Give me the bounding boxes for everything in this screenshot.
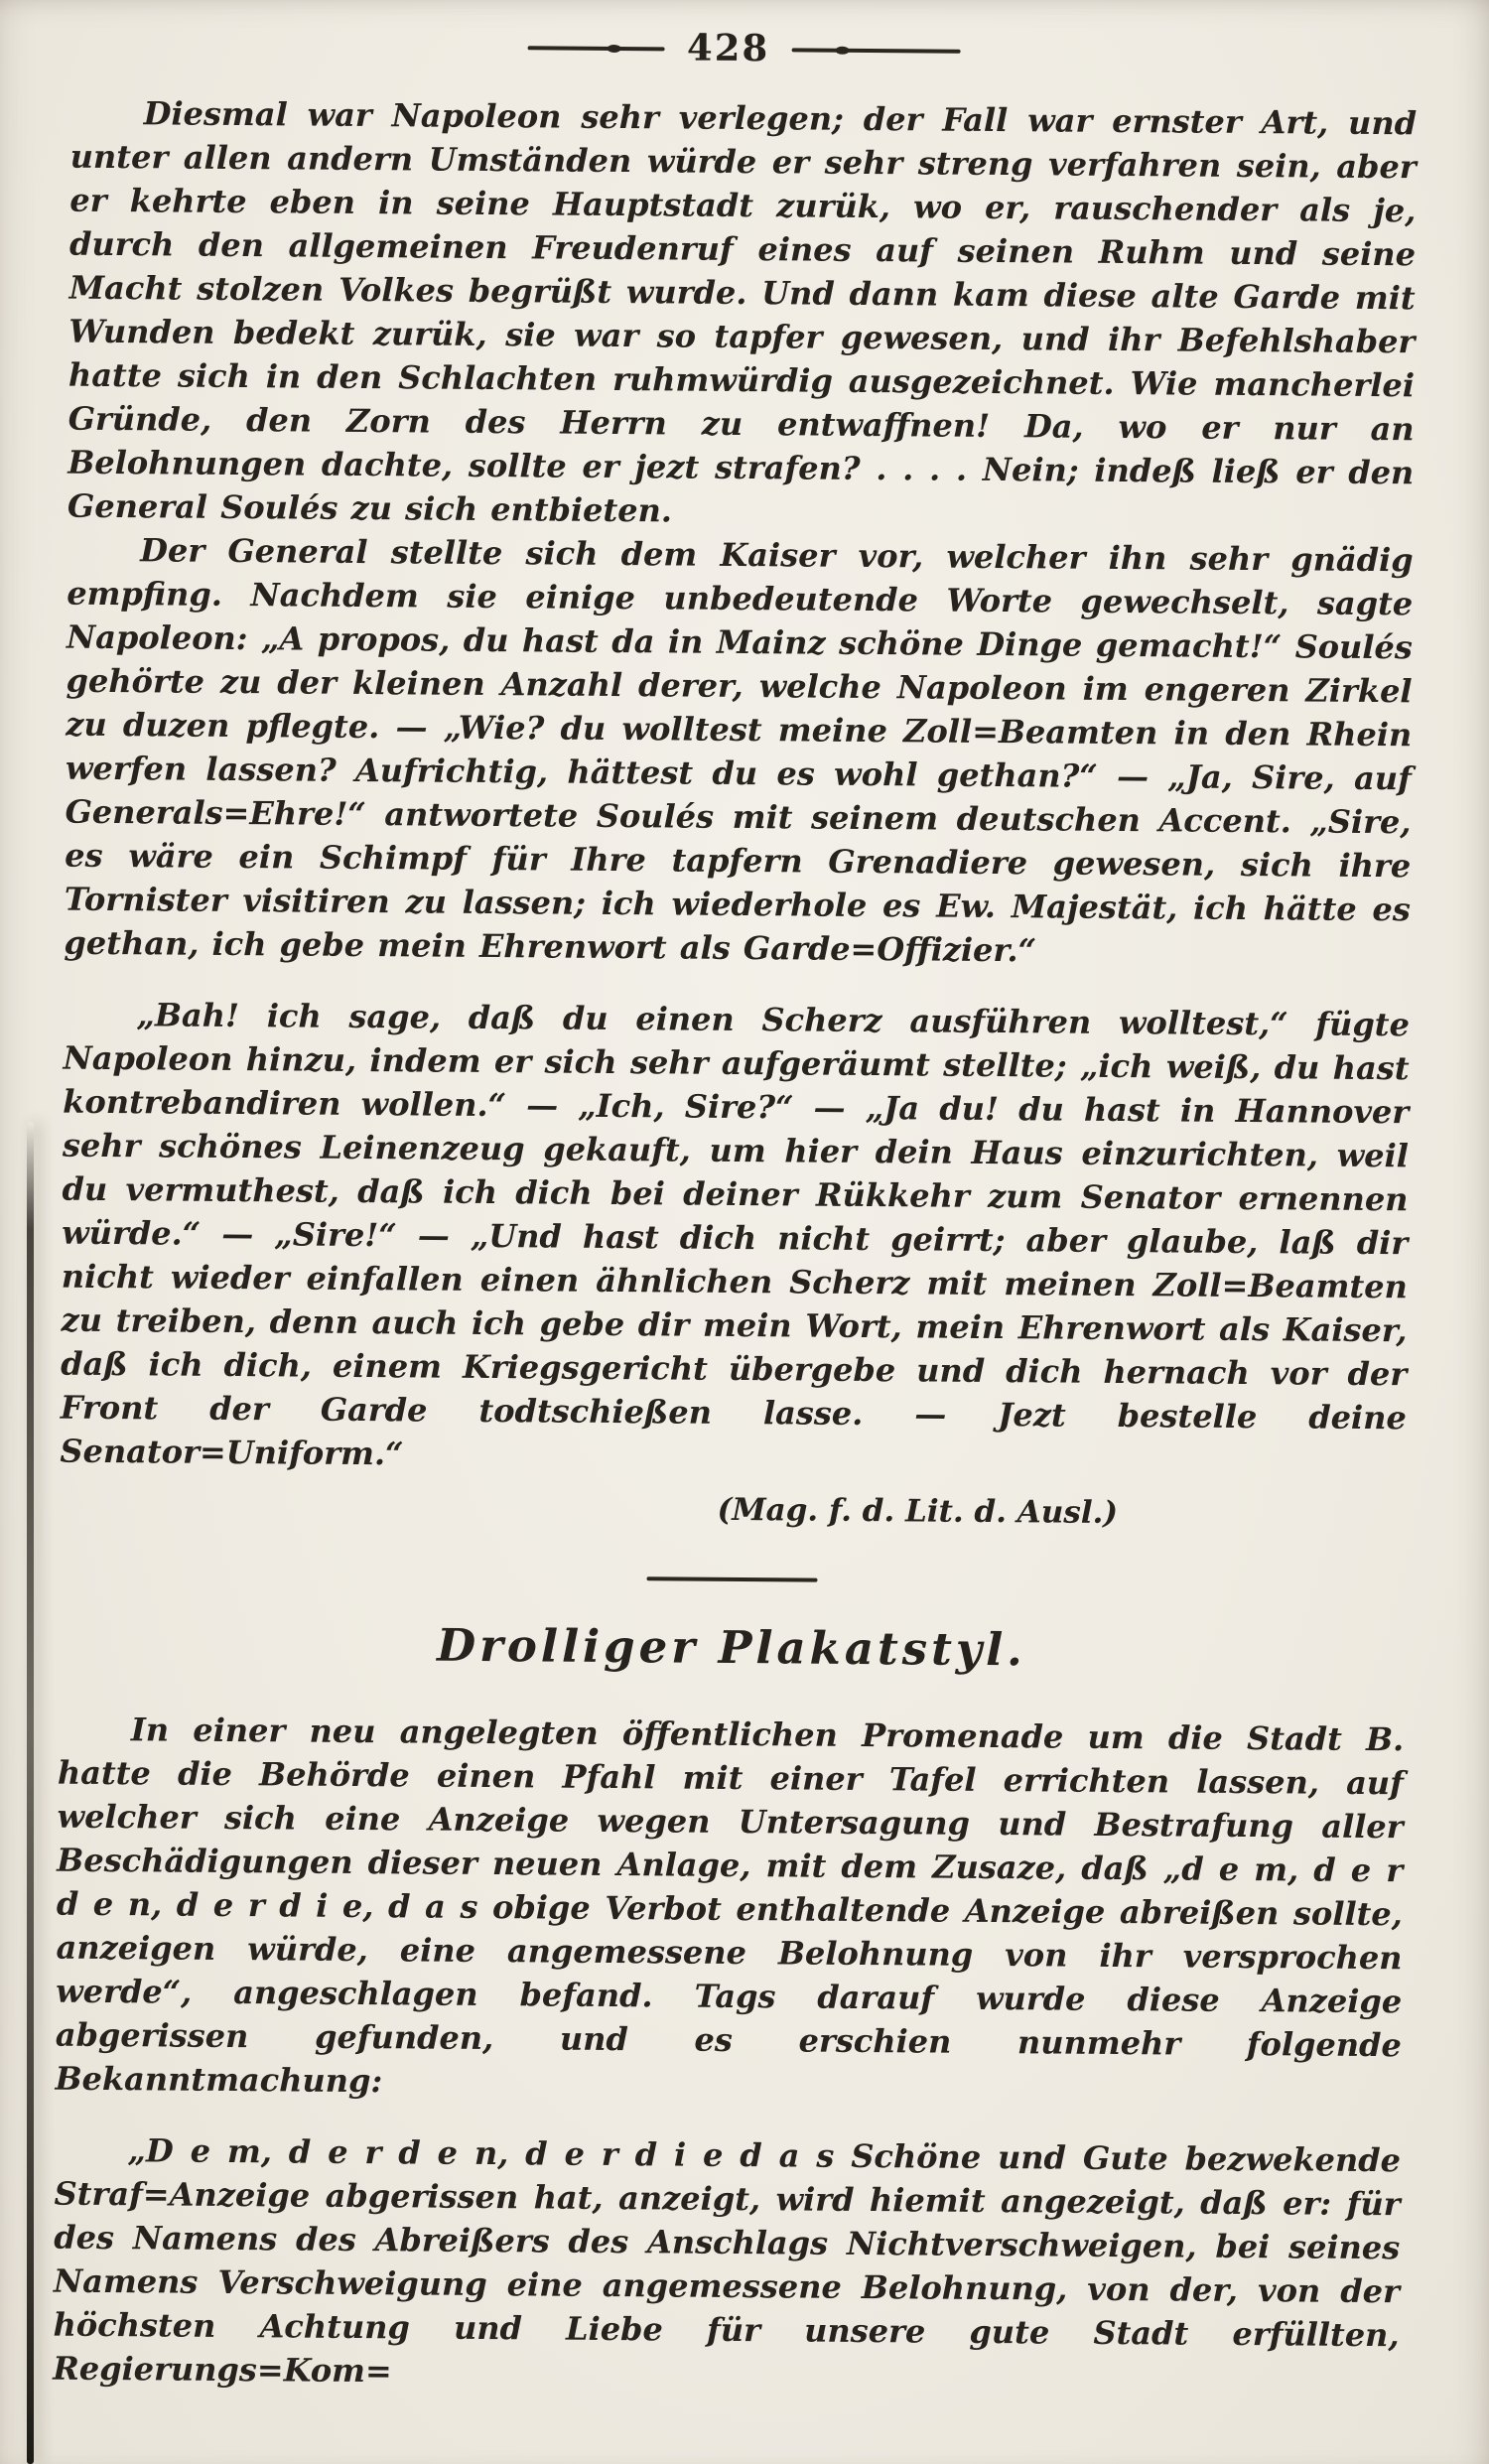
- paragraph: „Bah! ich sage, daß du einen Scherz ausführen wolltest,“ fügte Napoleon hinzu, indem er sich sehr aufgeräumt stellte; „ich weiß, du hast kontrebandiren wollen.“ — „Ich, Sire?“ — „Ja du! du hast in Hannover sehr schönes Leinenzeug gekauft, um hier dein Haus einzurichten, weil du vermuthest, daß ich dich bei deiner Rükkehr zum Senator ernennen würde.“ — „Sire!“ — „Und hast dich nicht geirrt; aber glaube, laß dir nicht wieder einfallen einen ähnlichen Scherz mit meinen Zoll=Beamten zu treiben, denn auch ich gebe dir mein Wort, mein Ehrenwort als Kaiser, daß ich dich, einem Kriegsgericht übergebe und dich hernach vor der Front der Garde todtschießen lasse. — Jezt bestelle deine Senator=Uniform.“: [60, 996, 1411, 1473]
- paragraph: In einer neu angelegten öffentlichen Promenade um die Stadt B. hatte die Behörde einen Pfahl mit einer Tafel errichten lassen, auf welcher sich eine Anzeige wegen Untersagung und Bestrafung aller Beschädigungen dieser neuen Anlage, mit dem Zusaze, daß „d e m, d e r d e n, d e r d i e, d a s obige Verbot enthaltende Anzeige abreißen sollte, anzeigen würde, eine angemessene Belohnung von ihr versprochen werde“, angeschlagen befand. Tags darauf wurde diese Anzeige abgerissen gefunden, und es erschien nunmehr folgende Bekanntmachung:: [55, 1711, 1405, 2101]
- page-number: 428: [686, 25, 770, 70]
- source-attribution: (Mag. f. d. Lit. d. Ausl.): [717, 1491, 1119, 1531]
- article-napoleon: [60, 91, 1417, 1538]
- header-rule-left: [528, 46, 665, 51]
- paragraph: „D e m, d e r d e n, d e r d i e d a s Schöne und Gute bezwekende Straf=Anzeige abgerissen hat, anzeigt, wird hiemit angezeigt, daß er: für des Namens des Abreißers des Anschlags Nichtverschweigen, bei seines Namens Verschweigung eine angemessene Belohnung, von der, von der höchsten Achtung und Liebe für unsere gute Stadt erfüllten, Regierungs=Kom=: [53, 2131, 1402, 2391]
- header-rule-right: [791, 48, 960, 53]
- section-divider-rule: [646, 1576, 817, 1581]
- paragraph: Der General stellte sich dem Kaiser vor, welcher ihn sehr gnädig empfing. Nachdem sie einige unbedeutende Worte gewechselt, sagte Napoleon: „A propos, du hast da in Mainz schöne Dinge gemacht!“ Soulés gehörte zu der kleinen Anzahl derer, welche Napoleon im engeren Zirkel zu duzen pflegte. — „Wie? du wolltest meine Zoll=Beamten in den Rhein werfen lassen? Aufrichtig, hättest du es wohl gethan?“ — „Ja, Sire, auf Generals=Ehre!“ antwortete Soulés mit seinem deutschen Accent. „Sire, es wäre ein Schimpf für Ihre tapfern Grenadiere gewesen, sich ihre Tornister visitiren zu lassen; ich wiederhole es Ew. Majestät, ich hätte es gethan, ich gebe mein Ehrenwort als Garde=Offizier.“: [64, 531, 1414, 970]
- paragraph: Diesmal war Napoleon sehr verlegen; der Fall war ernster Art, und unter allen andern Umständen würde er sehr streng verfahren sein, aber er kehrte eben in seine Hauptstadt zurük, wo er, rauschender als je, durch den allgemeinen Freudenruf eines auf seinen Ruhm und seine Macht stolzen Volkes begrüßt wurde. Und dann kam diese alte Garde mit Wunden bedekt zurük, sie war so tapfer gewesen, und ihr Befehlshaber hatte sich in den Schlachten ruhmwürdig ausgezeichnet. Wie mancherlei Gründe, den Zorn des Herrn zu entwaffnen! Da, wo er nur an Belohnungen dachte, sollte er jezt strafen? . . . . Nein; indeß ließ er den General Soulés zu sich entbieten.: [67, 94, 1418, 530]
- scan-gutter-shadow: [27, 1122, 34, 2464]
- article-title: Drolliger Plakatstyl.: [436, 1618, 1027, 1677]
- page-header: [70, 25, 1417, 72]
- article-plakatstyl: [53, 1616, 1405, 2401]
